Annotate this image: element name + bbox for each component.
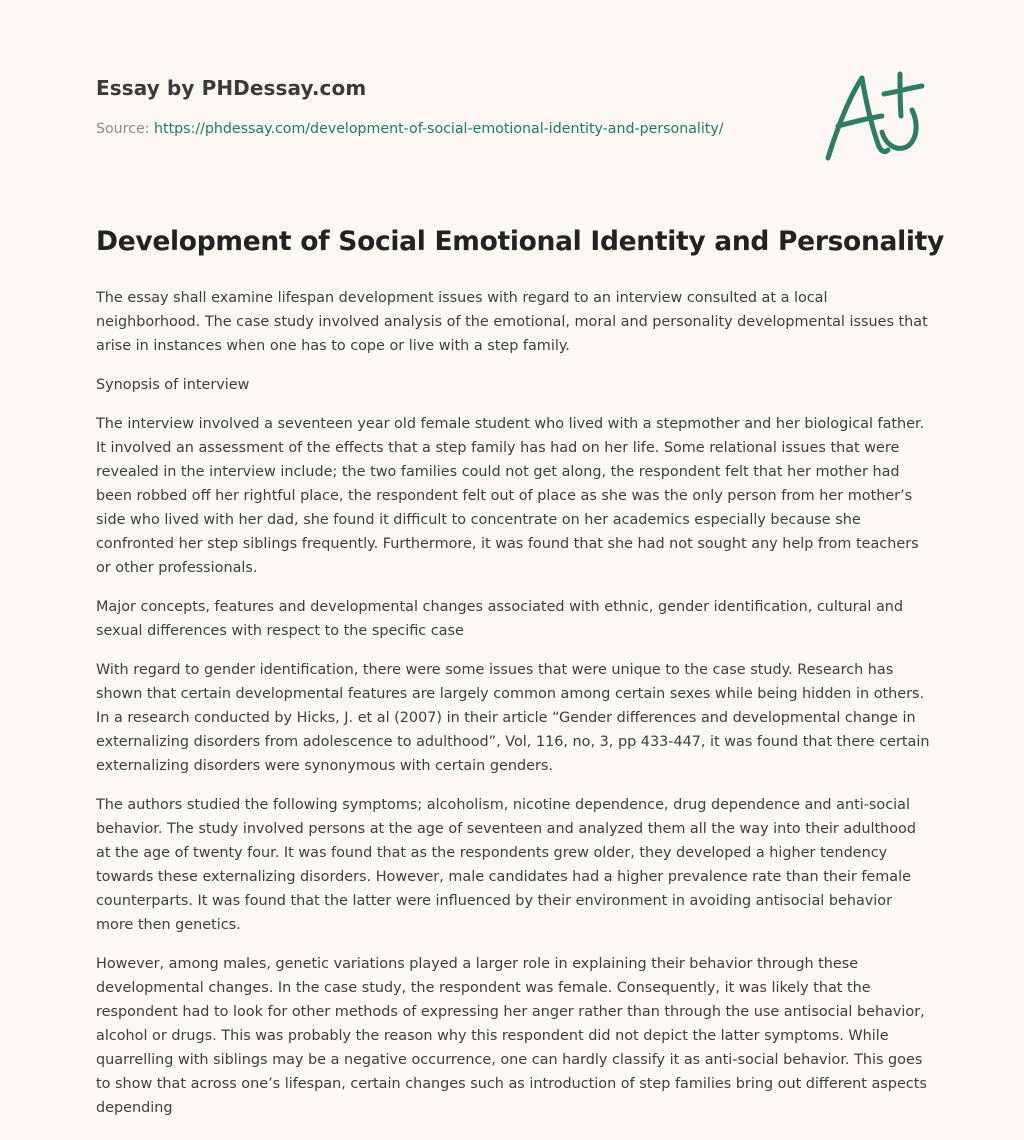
a-plus-logo-icon	[818, 66, 930, 166]
article-title: Development of Social Emotional Identity and Personality	[96, 226, 945, 257]
page-header	[96, 76, 796, 137]
a-plus-logo-graphic	[818, 66, 930, 166]
logo-a-left-stroke	[828, 78, 862, 158]
paragraph: The interview involved a seventeen year old female student who lived with a stepmother and her biological father. It involved an assessment of the effects that a step family has had on her life. Some relational issues that were revealed in the interview include; the two families could not get along, the respondent felt that her mother had been robbed off her rightful place, the respondent felt out of place as she was the only person from her mother’s side who lived with her dad, she found it difficult to concentrate on her academics especially because she confronted her step siblings frequently. Furthermore, it was found that she had not sought any help from teachers or other professionals.	[96, 416, 925, 576]
paragraph: With regard to gender identification, there were some issues that were unique to the case study. Research has shown that certain developmental features are largely common among certain sexes while being hidden in others. In a research conducted by Hicks, J. et al (2007) in their article “Gender differences and developmental change in externalizing disorders from adolescence to adulthood”, Vol, 116, no, 3, pp 433-447, it was found that there certain externalizing disorders were synonymous with certain genders.	[96, 662, 930, 774]
source-line	[96, 121, 796, 137]
logo-plus-horizontal	[884, 86, 922, 94]
source-label: Source:	[96, 121, 150, 137]
brand-name: Essay by PHDessay.com	[96, 76, 367, 100]
paragraph: The essay shall examine lifespan development issues with regard to an interview consulted at a local neighborhood. The case study involved analysis of the emotional, moral and personality developmental issues that arise in instances when one has to cope or live with a step family.	[96, 290, 928, 354]
logo-plus-vertical	[900, 74, 901, 116]
paragraph: The authors studied the following symptoms; alcoholism, nicotine dependence, drug dependence and anti-social behavior. The study involved persons at the age of seventeen and analyzed them all the way into their adulthood at the age of twenty four. It was found that as the respondents grew older, they developed a higher tendency towards these externalizing disorders. However, male candidates had a higher prevalence rate than their female counterparts. It was found that the latter were influenced by their environment in avoiding antisocial behavior more then genetics.	[96, 797, 916, 933]
paragraph: However, among males, genetic variations played a larger role in explaining their behavior through these developmental changes. In the case study, the respondent was female. Consequently, it was likely that the respondent had to look for other methods of expressing her anger rather than through the use antisocial behavior, alcohol or drugs. This was probably the reason why this respondent did not depict the latter symptoms. While quarrelling with siblings may be a negative occurrence, one can hardly classify it as anti-social behavior. This goes to show that across one’s lifespan, certain changes such as introduction of step families bring out different aspects depending	[96, 956, 927, 1116]
article-body	[96, 286, 932, 1135]
paragraph: Major concepts, features and developmental changes associated with ethnic, gender identification, cultural and sexual differences with respect to the specific case	[96, 599, 904, 639]
paragraph: Synopsis of interview	[96, 377, 250, 393]
a-plus-logo-strokes	[828, 74, 922, 158]
source-link[interactable]: https://phdessay.com/development-of-social-emotional-identity-and-personality/	[154, 121, 724, 137]
